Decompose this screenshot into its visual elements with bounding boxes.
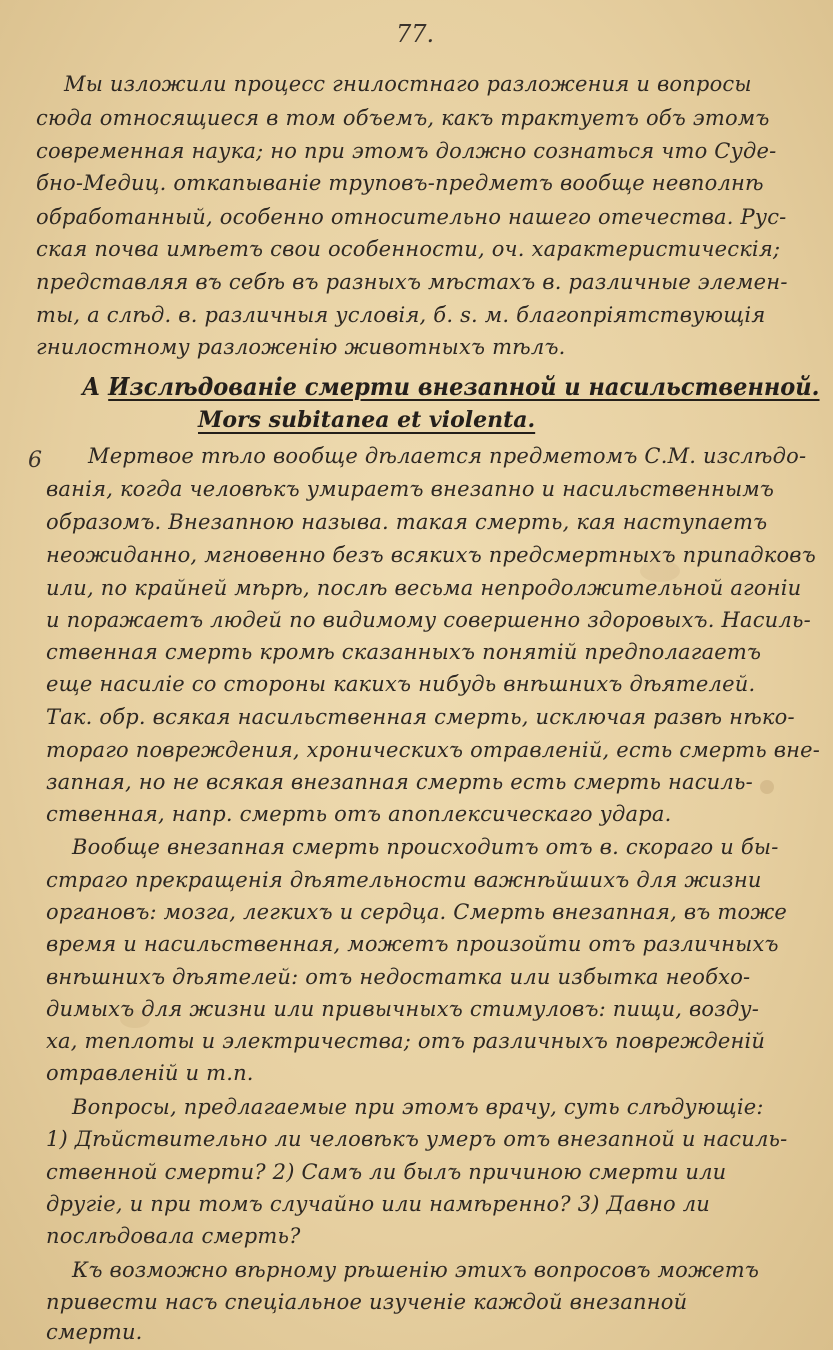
paragraph-line: образомъ. Внезапною называ. такая смерть, кая наступаетъ: [46, 510, 768, 534]
paragraph-line: димыхъ для жизни или привычныхъ стимуловъ: пищи, возду-: [46, 997, 760, 1021]
paragraph-line: ственная, напр. смерть отъ апоплексическаго удара.: [46, 802, 672, 826]
paragraph-line: еще насиліе со стороны какихъ нибудь внѣшнихъ дѣятелей.: [46, 672, 756, 696]
intro-line: бно-Медиц. откапываніе труповъ-предметъ вообще невполнѣ: [36, 171, 764, 195]
paragraph-line: страго прекращенія дѣятельности важнѣйшихъ для жизни: [46, 868, 762, 892]
paragraph-line: и поражаетъ людей по видимому совершенно здоровыхъ. Насиль-: [46, 608, 811, 632]
paragraph-line: запная, но не всякая внезапная смерть есть смерть насиль-: [46, 770, 753, 794]
paragraph-line: послѣдовала смерть?: [46, 1224, 301, 1248]
section-latin-title: Mors subitanea et violenta.: [198, 407, 536, 433]
intro-line: сюда относящиеся в том объемъ, какъ трактуетъ объ этомъ: [36, 106, 770, 130]
paragraph-line: Так. обр. всякая насильственная смерть, исключая развѣ нѣко-: [46, 705, 795, 729]
paragraph-line: Къ возможно вѣрному рѣшенію этихъ вопросовъ можетъ: [72, 1258, 760, 1282]
paragraph-line: ственная смерть кромѣ сказанныхъ понятій предполагаетъ: [46, 640, 762, 664]
paragraph-line: тораго повреждения, хроническихъ отравленій, есть смерть вне-: [46, 738, 821, 762]
section-marker: А: [82, 372, 101, 401]
intro-line: современная наука; но при этомъ должно сознаться что Суде-: [36, 139, 777, 163]
paragraph-line: внѣшнихъ дѣятелей: отъ недостатка или избытка необхо-: [46, 965, 751, 989]
paragraph-line: Вообще внезапная смерть происходитъ отъ в. скораго и бы-: [72, 835, 779, 859]
paragraph-line: 1) Дѣйствительно ли человѣкъ умеръ отъ внезапной и насиль-: [46, 1127, 788, 1151]
intro-line: обработанный, особенно относительно нашего отечества. Рус-: [36, 205, 787, 229]
intro-line: представляя въ себѣ въ разныхъ мѣстахъ в. различные элемен-: [36, 270, 788, 294]
section-title: Изслѣдованіе смерти внезапной и насильственной.: [108, 372, 820, 401]
intro-line: Мы изложили процесс гнилостнаго разложения и вопросы: [64, 72, 752, 96]
paragraph-line: привести насъ спеціальное изученіе каждой внезапной: [46, 1290, 688, 1314]
paragraph-line: Мертвое тѣло вообще дѣлается предметомъ С.М. изслѣдо-: [88, 444, 807, 468]
paragraph-line: время и насильственная, можетъ произойти отъ различныхъ: [46, 932, 779, 956]
margin-mark: 6: [28, 448, 42, 473]
paragraph-line: ственной смерти? 2) Самъ ли былъ причиною смерти или: [46, 1160, 727, 1184]
intro-line: ская почва имѣетъ свои особенности, оч. характеристическія;: [36, 237, 781, 261]
paragraph-line: ха, теплоты и электричества; отъ различныхъ поврежденій: [46, 1029, 766, 1053]
paragraph-line: ванія, когда человѣкъ умираетъ внезапно и насильственнымъ: [46, 477, 775, 501]
page-number: 77.: [396, 20, 435, 48]
paragraph-line: Вопросы, предлагаемые при этомъ врачу, суть слѣдующіе:: [72, 1095, 764, 1119]
paragraph-line: другіе, и при томъ случайно или намѣренно? 3) Давно ли: [46, 1192, 711, 1216]
intro-line: ты, а слѣд. в. различныя условія, б. s. м. благопріятствующія: [36, 303, 766, 327]
paragraph-line: неожиданно, мгновенно безъ всякихъ предсмертныхъ припадковъ: [46, 543, 816, 567]
paragraph-line: или, по крайней мѣрѣ, послѣ весьма непродолжительной агоніи: [46, 576, 802, 600]
paragraph-line: смерти.: [46, 1320, 143, 1344]
paragraph-line: отравленій и т.п.: [46, 1061, 254, 1085]
paper-stain: [760, 780, 774, 794]
intro-line: гнилостному разложенію животныхъ тѣлъ.: [36, 335, 566, 359]
section-heading: [82, 372, 820, 402]
paragraph-line: органовъ: мозга, легкихъ и сердца. Смерть внезапная, въ тоже: [46, 900, 788, 924]
